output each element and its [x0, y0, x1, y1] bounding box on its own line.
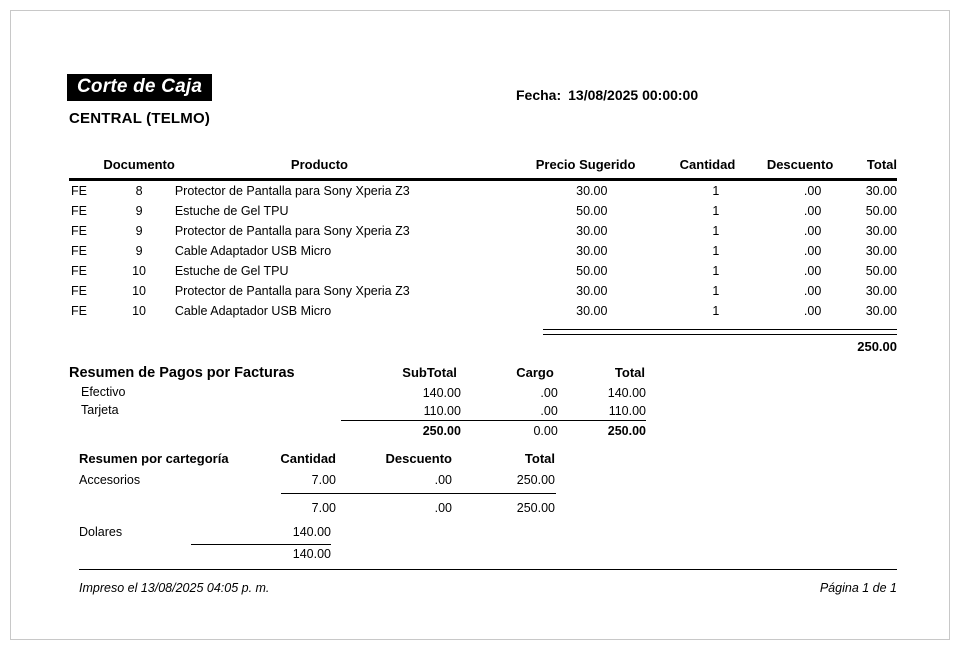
- row-producto: Cable Adaptador USB Micro: [174, 304, 332, 318]
- row-doctype: FE: [71, 304, 87, 318]
- currency-total-rule: [191, 544, 331, 545]
- col-header-descuento: Descuento: [766, 157, 834, 172]
- payments-totals-total: 250.00: [576, 421, 646, 441]
- row-document-number: 8: [135, 184, 143, 198]
- row-precio-sugerido: 30.00: [576, 284, 608, 298]
- payments-row-cargo: .00: [540, 404, 558, 418]
- category-total-descuento: .00: [434, 501, 452, 515]
- row-doctype: FE: [71, 284, 87, 298]
- items-table-head: [69, 157, 897, 180]
- items-grand-total-value: 250.00: [857, 339, 897, 354]
- items-table: [69, 157, 897, 321]
- payments-row: [341, 402, 646, 421]
- table-row: [69, 201, 897, 221]
- category-summary-title: Resumen por cartegoría: [79, 451, 229, 466]
- items-header-row: [69, 157, 897, 180]
- currency-value: 140.00: [292, 525, 331, 539]
- row-producto: Estuche de Gel TPU: [174, 204, 289, 218]
- row-descuento: .00: [803, 244, 822, 258]
- row-doctype: FE: [71, 264, 87, 278]
- category-totals-rule: [281, 493, 556, 494]
- row-total: 50.00: [865, 204, 897, 218]
- currency-total: 140.00: [292, 547, 331, 561]
- payments-totals-cargo: 0.00: [485, 421, 576, 441]
- row-precio-sugerido: 30.00: [576, 224, 608, 238]
- payments-table-head: [341, 364, 646, 384]
- payments-table-body: [341, 384, 646, 440]
- table-row: [69, 281, 897, 301]
- row-total: 30.00: [865, 304, 897, 318]
- row-document-number: 9: [135, 204, 143, 218]
- row-document-number: 10: [132, 264, 147, 278]
- category-total-total: 250.00: [516, 501, 555, 515]
- branch-name: CENTRAL (TELMO): [69, 110, 211, 127]
- col-header-documento: Documento: [103, 157, 175, 172]
- col-header-cantidad: Cantidad: [679, 157, 736, 172]
- col-header-total: Total: [866, 157, 897, 172]
- category-row-descuento: .00: [434, 473, 452, 487]
- row-total: 30.00: [865, 284, 897, 298]
- table-row: [69, 261, 897, 281]
- payments-col-header-subtotal: SubTotal: [402, 365, 457, 380]
- payments-table: [341, 364, 646, 440]
- row-cantidad: 1: [712, 304, 720, 318]
- payments-totals-subtotal: 250.00: [343, 421, 485, 441]
- currency-name: Dolares: [79, 525, 123, 539]
- row-cantidad: 1: [712, 264, 720, 278]
- row-total: 30.00: [865, 184, 897, 198]
- row-precio-sugerido: 50.00: [576, 264, 608, 278]
- category-total-cantidad: 7.00: [311, 501, 336, 515]
- payments-summary-title: Resumen de Pagos por Facturas: [69, 365, 295, 381]
- payments-row-subtotal: 140.00: [422, 386, 461, 400]
- row-doctype: FE: [71, 224, 87, 238]
- row-cantidad: 1: [712, 244, 720, 258]
- row-producto: Cable Adaptador USB Micro: [174, 244, 332, 258]
- row-precio-sugerido: 30.00: [576, 304, 608, 318]
- items-grand-total-rule: [543, 329, 897, 335]
- payments-row: [341, 384, 646, 402]
- row-document-number: 10: [132, 284, 147, 298]
- row-producto: Protector de Pantalla para Sony Xperia Z3: [174, 184, 410, 198]
- items-table-body: [69, 180, 897, 322]
- row-producto: Protector de Pantalla para Sony Xperia Z3: [174, 284, 410, 298]
- table-row: [69, 221, 897, 241]
- row-doctype: FE: [71, 204, 87, 218]
- row-cantidad: 1: [712, 224, 720, 238]
- footer-printed-timestamp: Impreso el 13/08/2025 04:05 p. m.: [79, 581, 270, 595]
- table-row: [69, 241, 897, 261]
- date-value: 13/08/2025 00:00:00: [568, 87, 699, 103]
- row-doctype: FE: [71, 184, 87, 198]
- category-col-header-descuento: Descuento: [385, 451, 452, 466]
- row-descuento: .00: [803, 304, 822, 318]
- category-row-name: Accesorios: [79, 473, 141, 487]
- row-descuento: .00: [803, 264, 822, 278]
- category-col-header-cantidad: Cantidad: [280, 451, 336, 466]
- payments-row-total: 140.00: [607, 386, 646, 400]
- table-row: [69, 301, 897, 321]
- payments-row-cargo: .00: [540, 386, 558, 400]
- col-header-precio-sugerido: Precio Sugerido: [535, 157, 636, 172]
- row-total: 30.00: [865, 224, 897, 238]
- row-descuento: .00: [803, 204, 822, 218]
- row-document-number: 10: [132, 304, 147, 318]
- row-doctype: FE: [71, 244, 87, 258]
- col-header-doctype: [69, 157, 103, 180]
- payments-col-header-cargo: Cargo: [516, 365, 554, 380]
- payments-row-total: 110.00: [608, 404, 646, 418]
- row-cantidad: 1: [712, 204, 720, 218]
- category-col-header-total: Total: [524, 451, 555, 466]
- category-row-total: 250.00: [516, 473, 555, 487]
- row-precio-sugerido: 30.00: [576, 184, 608, 198]
- page-title: Corte de Caja: [67, 74, 212, 101]
- payments-header-row: [341, 364, 646, 384]
- row-cantidad: 1: [712, 184, 720, 198]
- row-document-number: 9: [135, 224, 143, 238]
- row-precio-sugerido: 30.00: [576, 244, 608, 258]
- row-total: 50.00: [865, 264, 897, 278]
- report-body: [11, 11, 951, 641]
- payments-row-subtotal: 110.00: [423, 404, 461, 418]
- report-page-sheet: [10, 10, 950, 640]
- payment-method-label: Tarjeta: [81, 403, 119, 417]
- col-header-producto: Producto: [290, 157, 348, 172]
- row-precio-sugerido: 50.00: [576, 204, 608, 218]
- footer-rule: [79, 569, 897, 570]
- date-label: Fecha:: [516, 87, 562, 103]
- row-total: 30.00: [865, 244, 897, 258]
- row-producto: Protector de Pantalla para Sony Xperia Z3: [174, 224, 410, 238]
- report-date: [516, 87, 698, 103]
- row-producto: Estuche de Gel TPU: [174, 264, 289, 278]
- category-row-cantidad: 7.00: [311, 473, 336, 487]
- payment-method-label: Efectivo: [81, 385, 126, 399]
- payments-totals-row: [341, 421, 646, 441]
- row-document-number: 9: [135, 244, 143, 258]
- footer-page-number: Página 1 de 1: [819, 581, 897, 595]
- table-row: [69, 180, 897, 202]
- row-descuento: .00: [803, 224, 822, 238]
- row-descuento: .00: [803, 284, 822, 298]
- payments-col-header-total: Total: [614, 365, 645, 380]
- row-descuento: .00: [803, 184, 822, 198]
- row-cantidad: 1: [712, 284, 720, 298]
